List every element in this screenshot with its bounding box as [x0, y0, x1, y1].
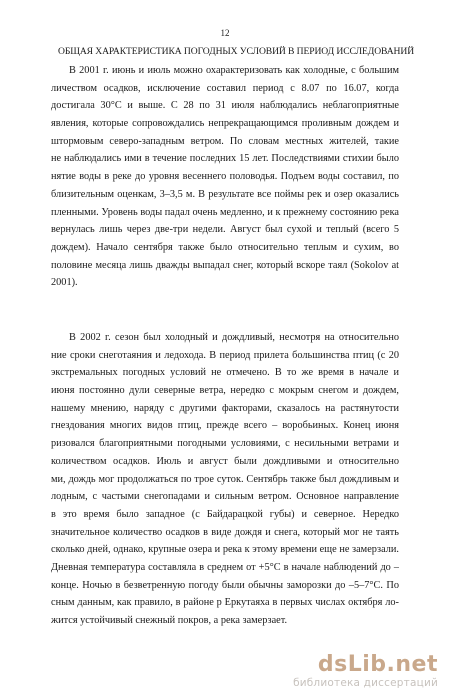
paragraph-2001: [51, 62, 399, 292]
text-line: не наблюдались ими в течение последних 15 лет. Последствиями стихии было: [51, 153, 399, 165]
text-line: 2001).: [51, 277, 78, 289]
text-line: количеством осадков. Июль и август были дождливыми и относительно: [51, 455, 399, 467]
text-line: вернулась лишь через две-три недели. Август был сухой и теплый (всего 5: [51, 224, 399, 236]
watermark-subtitle: библиотека диссертаций: [293, 677, 438, 689]
text-line: близительным оценкам, 3–3,5 м. В результате все поймы рек и озер оказались: [51, 188, 399, 200]
text-line: дождем). Начало сентября также было относительно теплым и сухим, во: [51, 241, 399, 253]
text-line: В 2001 г. июнь и июль можно охарактеризовать как холодные, с большим: [69, 65, 399, 76]
text-line: сколько дней, однако, крупные озера и река к этому времени еще не замерзали.: [51, 544, 399, 556]
text-line: Дневная температура составляла в среднем от +5°С в начале наблюдений до –: [51, 561, 399, 573]
page-number: 12: [220, 28, 230, 38]
text-line: ризовался благоприятными погодными условиями, с несильными ветрами и: [51, 438, 399, 450]
text-line: личеством осадков, исключение составил период с 8.07 по 16.07, когда: [51, 82, 399, 94]
text-line: лодным, с частыми снегопадами и сильным ветром. Основное направление: [51, 491, 399, 503]
text-line: нятие воды в реке до уровня весеннего половодья. Подъем воды составил, по: [51, 171, 399, 183]
watermark: [252, 653, 442, 691]
watermark-logo: dsLib.net: [317, 652, 438, 677]
text-line: июня постоянно дули северные ветра, нередко с мокрым снегом и дождем,: [51, 385, 399, 397]
text-line: жится устойчивый снежный покров, а река замерзает.: [51, 615, 288, 626]
text-line: сным данным, как правило, в районе р Еркутаяха в первых числах октября ло-: [51, 597, 399, 609]
text-line: ми, дождь мог продолжаться по трое суток. Сентябрь также был дождливым и: [51, 473, 399, 485]
text-line: штормовым северо-западным ветром. По словам местных жителей, такие: [51, 135, 399, 147]
paragraph-2002: [51, 329, 399, 630]
text-line: гнездования многих видов птиц, прежде всего – воробьиных. Конец июня: [51, 420, 399, 432]
text-line: в это время было западное (с Байдарацкой губы) и северное. Нередко: [51, 508, 399, 520]
text-line: пленными. Уровень воды падал очень медленно, и к прежнему состоянию река: [51, 206, 399, 218]
text-line: ние сроки снеготаяния и ледохода. В период прилета большинства птиц (с 20: [51, 349, 399, 361]
section-heading: ОБЩАЯ ХАРАКТЕРИСТИКА ПОГОДНЫХ УСЛОВИЙ В ПЕРИОД ИССЛЕДОВАНИЙ: [58, 46, 415, 57]
text-line: явления, которые сопровождались непрекращающимся проливным дождем и: [51, 118, 399, 130]
text-line: половине месяца лишь дважды выпадал снег, который вскоре таял (Sokolov at: [51, 259, 399, 271]
text-line: В 2002 г. сезон был холодный и дождливый, несмотря на относительно: [69, 332, 399, 343]
text-line: конце. Ночью в безветренную погоду были обычны заморозки до –5–7°С. По: [51, 579, 399, 591]
text-line: экстремальных погодных условий не отмечено. В то же время в начале и: [51, 367, 399, 379]
text-line: нашему мнению, наряду с другими факторами, сказалось на растянутости: [51, 402, 399, 414]
text-line: значительное количество осадков в виде дождя и снега, который мог не таять: [51, 526, 399, 538]
text-line: достигала 30°С и выше. С 28 по 31 июля наблюдались неблагоприятные: [51, 100, 399, 112]
